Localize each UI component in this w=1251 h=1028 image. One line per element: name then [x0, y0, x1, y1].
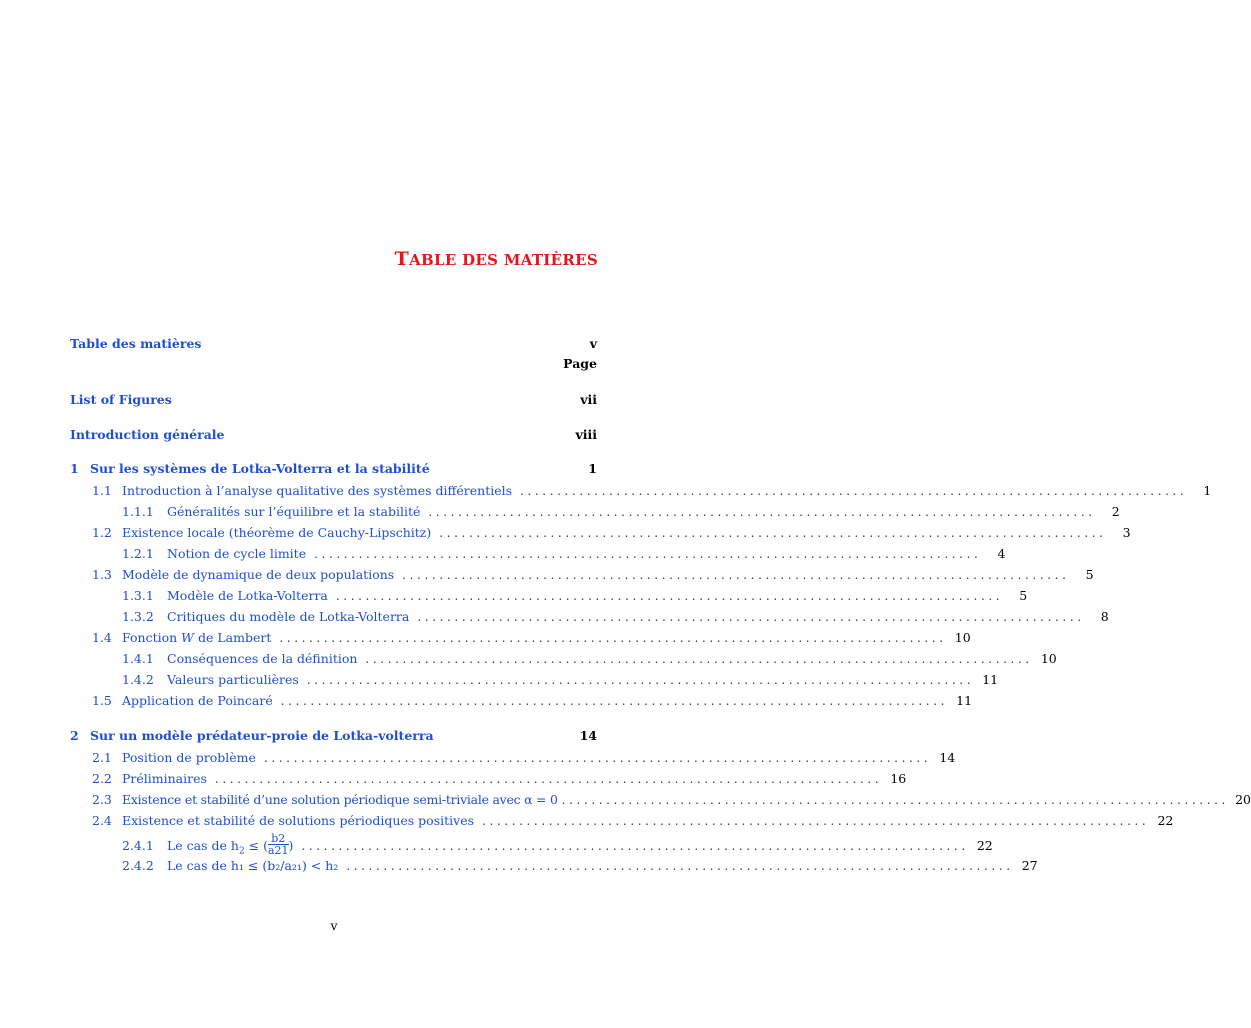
toc-entry-number: 1.1.1	[122, 504, 154, 519]
toc-entry-page: 4	[997, 546, 1006, 561]
toc-entry-1-4-1[interactable]: 1.4.1 Conséquences de la définition .......................................................................................... 10	[122, 649, 597, 669]
toc-entry-page: 11	[956, 693, 973, 708]
toc-entry-label[interactable]: Sur les systèmes de Lotka-Volterra et la stabilité	[90, 461, 430, 476]
toc-entry-1-2-1[interactable]: 1.2.1 Notion de cycle limite .......................................................................................... 4	[122, 544, 597, 564]
toc-entry-label[interactable]: Valeurs particulières	[167, 672, 299, 687]
toc-entry-number: 2	[70, 728, 79, 743]
page-title: TABLE DES MATIÈRES	[394, 248, 598, 270]
toc-entry-number: 2.4.1	[122, 838, 154, 853]
toc-entry-chapter-1[interactable]	[70, 459, 597, 479]
toc-entry-label[interactable]: Existence et stabilité d’une solution périodique semi-triviale avec α = 0	[122, 792, 558, 807]
toc-entry-number: 1.1	[92, 483, 112, 498]
toc-entry-introduction[interactable]	[70, 425, 597, 445]
toc-entry-number: 1.5	[92, 693, 112, 708]
toc-entry-table-des-matieres[interactable]	[70, 334, 597, 354]
toc-entry-1-3-2[interactable]: 1.3.2 Critiques du modèle de Lotka-Volterra .......................................................................................... 8	[122, 607, 597, 627]
toc-entry-label[interactable]: Conséquences de la définition	[167, 651, 358, 666]
toc-entry-label[interactable]: Généralités sur l’équilibre et la stabilité	[167, 504, 421, 519]
toc-entry-page: 27	[1021, 858, 1038, 873]
toc-entry-label[interactable]: Critiques du modèle de Lotka-Volterra	[167, 609, 410, 624]
toc-entry-2-1[interactable]: 2.1 Position de problème .......................................................................................... 14	[92, 748, 597, 768]
toc-entry-label[interactable]: Préliminaires	[122, 771, 207, 786]
toc-entry-page: v	[589, 336, 597, 351]
toc-entry-page: 14	[579, 728, 597, 743]
toc-entry-page: viii	[575, 427, 597, 442]
toc-entry-chapter-2[interactable]	[70, 726, 597, 746]
toc-entry-2-4[interactable]: 2.4 Existence et stabilité de solutions périodiques positives .......................................................................................... 22	[92, 811, 597, 831]
toc-entry-1-4-2[interactable]: 1.4.2 Valeurs particulières .......................................................................................... 11	[122, 670, 597, 690]
toc-entry-number: 2.3	[92, 792, 112, 807]
toc-entry-number: 2.1	[92, 750, 112, 765]
toc-entry-1-3-1[interactable]: 1.3.1 Modèle de Lotka-Volterra .......................................................................................... 5	[122, 586, 597, 606]
toc-entry-1-1[interactable]: 1.1 Introduction à l’analyse qualitative des systèmes différentiels .......................................................................................... 1	[92, 481, 597, 501]
toc-entry-label[interactable]: Introduction à l’analyse qualitative des systèmes différentiels	[122, 483, 513, 498]
toc-entry-label[interactable]: Position de problème	[122, 750, 256, 765]
toc-entry-label[interactable]: Modèle de dynamique de deux populations	[122, 567, 395, 582]
toc-entry-page: 5	[1019, 588, 1028, 603]
toc-entry-label[interactable]: Modèle de Lotka-Volterra	[167, 588, 328, 603]
toc-entry-number: 1.3.1	[122, 588, 154, 603]
toc-entry-page: 10	[954, 630, 971, 645]
toc-entry-number: 1.3	[92, 567, 112, 582]
toc-entry-number: 1.3.2	[122, 609, 154, 624]
toc-entry-2-2[interactable]: 2.2 Préliminaires .......................................................................................... 16	[92, 769, 597, 789]
page-column-header: Page	[563, 356, 597, 371]
toc-entry-page: 14	[939, 750, 956, 765]
toc-entry-1-1-1[interactable]: 1.1.1 Généralités sur l’équilibre et la stabilité .......................................................................................... 2	[122, 502, 597, 522]
toc-entry-page: 1	[588, 461, 597, 476]
toc-entry-label[interactable]: Fonction W de Lambert	[122, 630, 272, 645]
toc-entry-number: 2.2	[92, 771, 112, 786]
toc-entry-list-of-figures[interactable]	[70, 390, 597, 410]
toc-entry-page: 5	[1085, 567, 1094, 582]
toc-entry-page: 2	[1111, 504, 1120, 519]
toc-entry-page: 16	[890, 771, 907, 786]
toc-entry-label[interactable]: Existence et stabilité de solutions périodiques positives	[122, 813, 475, 828]
toc-entry-label[interactable]: List of Figures	[70, 392, 172, 407]
toc-entry-1-5[interactable]: 1.5 Application de Poincaré .......................................................................................... 11	[92, 691, 597, 711]
toc-entry-label[interactable]: Introduction générale	[70, 427, 225, 442]
toc-entry-number: 2.4	[92, 813, 112, 828]
fraction: $\frac{b2}{a21}$	[267, 832, 289, 857]
toc-entry-label[interactable]: Notion de cycle limite	[167, 546, 307, 561]
toc-entry-number: 2.4.2	[122, 858, 154, 873]
toc-entry-number: 1.4.1	[122, 651, 154, 666]
toc-entry-page: 20	[1235, 792, 1251, 807]
toc-entry-2-3[interactable]: 2.3 Existence et stabilité d’une solution périodique semi-triviale avec α = 0 .......................................................................................... 20	[92, 790, 597, 810]
toc-entry-number: 1.4.2	[122, 672, 154, 687]
toc-entry-page: 11	[982, 672, 999, 687]
toc-entry-number: 1.2.1	[122, 546, 154, 561]
toc-entry-page: 8	[1100, 609, 1109, 624]
toc-entry-label[interactable]: Existence locale (théorème de Cauchy-Lipschitz)	[122, 525, 432, 540]
toc-entry-page: 3	[1122, 525, 1131, 540]
toc-entry-label[interactable]: Application de Poincaré	[122, 693, 273, 708]
toc-entry-1-4[interactable]: 1.4 Fonction W de Lambert .......................................................................................... 10	[92, 628, 597, 648]
toc-entry-page: 22	[976, 838, 993, 853]
toc-entry-number: 1.4	[92, 630, 112, 645]
toc-entry-1-3[interactable]: 1.3 Modèle de dynamique de deux populations .......................................................................................... 5	[92, 565, 597, 585]
toc-entry-number: 1.2	[92, 525, 112, 540]
page-number-footer: v	[330, 918, 338, 933]
toc-entry-page: 1	[1203, 483, 1212, 498]
toc-entry-page: 10	[1040, 651, 1057, 666]
toc-entry-1-2[interactable]: 1.2 Existence locale (théorème de Cauchy-Lipschitz) .......................................................................................... 3	[92, 523, 597, 543]
toc-entry-page: vii	[580, 392, 597, 407]
toc-entry-number: 1	[70, 461, 79, 476]
toc-entry-label[interactable]: Le cas de h₁ ≤ (b₂/a₂₁) < h₂	[167, 858, 339, 873]
toc-entry-label[interactable]: Le cas de $h_2$ ≤ ( $\frac{b2}{a21}$ )	[167, 832, 294, 857]
toc-entry-2-4-2[interactable]: 2.4.2 Le cas de h₁ ≤ (b₂/a₂₁) < h₂ .......................................................................................... 27	[122, 856, 597, 876]
toc-entry-label[interactable]: Sur un modèle prédateur-proie de Lotka-volterra	[90, 728, 434, 743]
toc-entry-2-4-1[interactable]: 2.4.1 Le cas de $h_2$ ≤ ( $\frac{b2}{a21}$ ) .......................................................................................... 22	[122, 835, 597, 855]
toc-entry-page: 22	[1157, 813, 1174, 828]
toc-entry-label[interactable]: Table des matières	[70, 336, 202, 351]
